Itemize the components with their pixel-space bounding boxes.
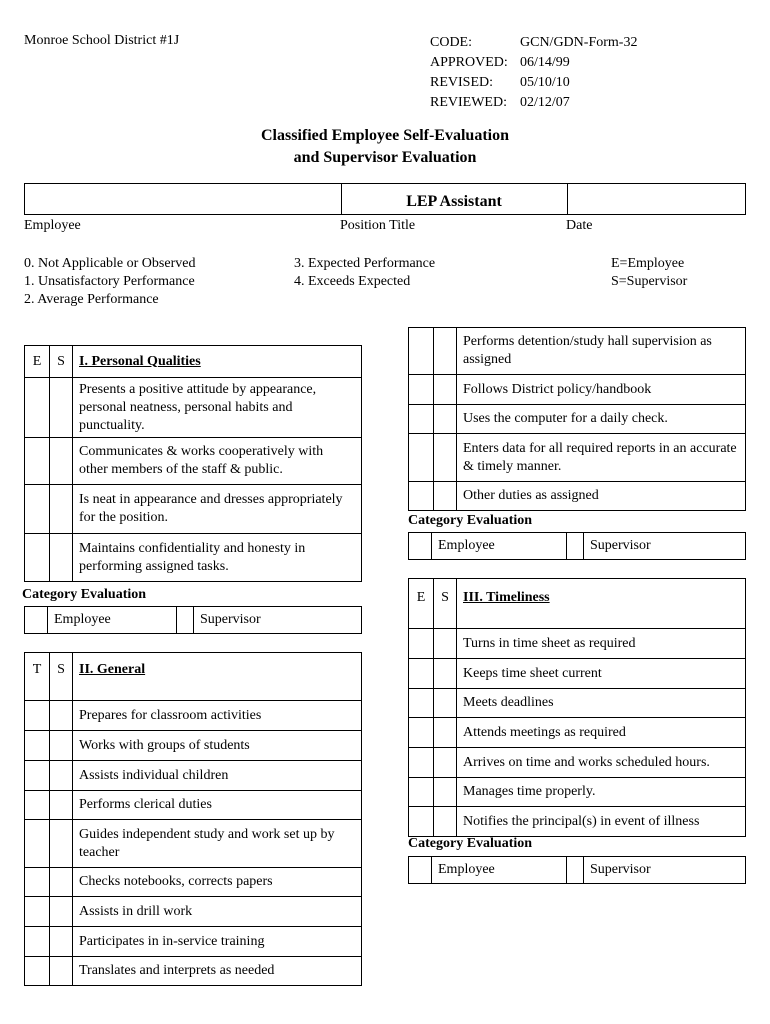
table-row	[25, 868, 362, 897]
supervisor-rating-cell[interactable]	[50, 731, 73, 761]
reviewed-value: 02/12/07	[520, 95, 570, 110]
supervisor-rating-cell[interactable]	[50, 791, 73, 820]
employee-label: Employee	[24, 218, 81, 233]
legend-1: 1. Unsatisfactory Performance	[24, 274, 195, 289]
supervisor-rating-cell[interactable]	[50, 438, 73, 485]
criterion-text: Follows District policy/handbook	[457, 375, 746, 405]
supervisor-rating-cell[interactable]	[434, 778, 457, 807]
revised-value: 05/10/10	[520, 75, 570, 90]
rating-cell[interactable]	[409, 328, 434, 375]
table-row	[25, 927, 362, 957]
table-row	[409, 807, 746, 837]
employee-rating-cell[interactable]	[25, 378, 50, 438]
criterion-text: Enters data for all required reports in an accurate & timely manner.	[457, 434, 746, 482]
table-row	[409, 718, 746, 748]
table-row	[409, 482, 746, 511]
table-row	[25, 761, 362, 791]
col-e-header: E	[25, 346, 50, 378]
revised-label: REVISED:	[430, 75, 493, 90]
supervisor-rating-cell[interactable]	[434, 807, 457, 837]
section-heading: III. Timeliness	[463, 590, 550, 605]
supervisor-rating-cell[interactable]	[434, 328, 457, 375]
category-evaluation-row	[24, 606, 362, 634]
supervisor-rating-cell[interactable]	[434, 659, 457, 689]
category-evaluation-label: Category Evaluation	[22, 587, 147, 602]
criterion-text: Keeps time sheet current	[457, 659, 746, 689]
position-title-label: Position Title	[340, 218, 416, 233]
employee-rating-cell[interactable]	[409, 689, 434, 718]
col-s-header: S	[50, 653, 73, 701]
criterion-text: Is neat in appearance and dresses appropriately for the position.	[73, 485, 362, 534]
supervisor-rating-cell[interactable]	[50, 761, 73, 791]
employee-rating-cell[interactable]	[409, 778, 434, 807]
criterion-text: Notifies the principal(s) in event of illness	[457, 807, 746, 837]
employee-score-cell[interactable]	[409, 857, 432, 884]
employee-score-cell[interactable]	[25, 607, 48, 634]
supervisor-rating-cell[interactable]	[50, 534, 73, 582]
rating-cell[interactable]	[409, 375, 434, 405]
col-s-header: S	[434, 579, 457, 629]
category-evaluation-row	[408, 856, 746, 884]
table-row	[25, 701, 362, 731]
legend-e: E=Employee	[611, 256, 685, 271]
approved-value: 06/14/99	[520, 55, 570, 70]
employee-score-cell[interactable]	[409, 533, 432, 560]
table-row	[409, 689, 746, 718]
criterion-text: Prepares for classroom activities	[73, 701, 362, 731]
legend-4: 4. Exceeds Expected	[294, 274, 411, 289]
table-row	[409, 434, 746, 482]
supervisor-score-cell[interactable]	[567, 857, 584, 884]
category-evaluation-label: Category Evaluation	[408, 836, 533, 851]
criterion-text: Other duties as assigned	[457, 482, 746, 511]
rating-cell[interactable]	[25, 701, 50, 731]
rating-cell[interactable]	[25, 897, 50, 927]
section-heading: II. General	[79, 662, 146, 677]
rating-cell[interactable]	[25, 927, 50, 957]
supervisor-rating-cell[interactable]	[434, 434, 457, 482]
criterion-text: Maintains confidentiality and honesty in performing assigned tasks.	[73, 534, 362, 582]
date-field[interactable]	[568, 184, 745, 214]
code-value: GCN/GDN-Form-32	[520, 35, 638, 50]
position-box	[24, 183, 746, 215]
date-label: Date	[566, 218, 593, 233]
criterion-text: Performs detention/study hall supervision as assigned	[457, 328, 746, 375]
code-label: CODE:	[430, 35, 472, 50]
table-row	[25, 438, 362, 485]
form-code-block	[430, 33, 637, 113]
category-evaluation-label: Category Evaluation	[408, 513, 533, 528]
criterion-text: Checks notebooks, corrects papers	[73, 868, 362, 897]
criterion-text: Participates in in-service training	[73, 927, 362, 957]
supervisor-rating-cell[interactable]	[434, 375, 457, 405]
criterion-text: Assists in drill work	[73, 897, 362, 927]
rating-cell[interactable]	[25, 791, 50, 820]
employee-rating-cell[interactable]	[25, 534, 50, 582]
page-title	[0, 125, 770, 169]
criterion-text: Manages time properly.	[457, 778, 746, 807]
reviewed-label: REVIEWED:	[430, 95, 507, 110]
position-title-field[interactable]: LEP Assistant	[341, 184, 568, 214]
employee-rating-cell[interactable]	[409, 659, 434, 689]
criterion-text: Turns in time sheet as required	[457, 629, 746, 659]
employee-field[interactable]	[25, 184, 342, 214]
table-row	[409, 778, 746, 807]
table-row	[409, 629, 746, 659]
criterion-text: Presents a positive attitude by appearance, personal neatness, personal habits and punctuality.	[73, 378, 362, 438]
employee-score-label: Employee	[432, 857, 567, 884]
rating-cell[interactable]	[25, 761, 50, 791]
criterion-text: Assists individual children	[73, 761, 362, 791]
section-heading: I. Personal Qualities	[79, 353, 201, 369]
table-row	[409, 375, 746, 405]
employee-rating-cell[interactable]	[409, 629, 434, 659]
supervisor-rating-cell[interactable]	[50, 957, 73, 986]
district-name: Monroe School District #1J	[24, 33, 180, 48]
legend-s: S=Supervisor	[611, 274, 688, 289]
supervisor-rating-cell[interactable]	[434, 629, 457, 659]
supervisor-rating-cell[interactable]	[50, 378, 73, 438]
supervisor-rating-cell[interactable]	[434, 748, 457, 778]
col-s-header: S	[50, 346, 73, 378]
supervisor-rating-cell[interactable]	[434, 482, 457, 511]
section-general-continued	[408, 327, 746, 511]
table-row	[25, 485, 362, 534]
legend-2: 2. Average Performance	[24, 292, 159, 307]
supervisor-rating-cell[interactable]	[50, 897, 73, 927]
section-personal-qualities	[24, 345, 362, 582]
title-line-2: and Supervisor Evaluation	[293, 149, 477, 166]
rating-cell[interactable]	[25, 731, 50, 761]
section-general	[24, 652, 362, 986]
col-e-header: E	[409, 579, 434, 629]
employee-rating-cell[interactable]	[409, 718, 434, 748]
criterion-text: Communicates & works cooperatively with other members of the staff & public.	[73, 438, 362, 485]
section-timeliness	[408, 578, 746, 837]
supervisor-score-label: Supervisor	[194, 607, 362, 634]
table-row	[25, 378, 362, 438]
rating-cell[interactable]	[25, 868, 50, 897]
legend-3: 3. Expected Performance	[294, 256, 436, 271]
rating-cell[interactable]	[409, 482, 434, 511]
criterion-text: Uses the computer for a daily check.	[457, 405, 746, 434]
employee-rating-cell[interactable]	[25, 438, 50, 485]
employee-rating-cell[interactable]	[409, 748, 434, 778]
rating-legend-left	[24, 255, 195, 309]
employee-score-label: Employee	[48, 607, 177, 634]
rater-legend	[611, 255, 687, 291]
criterion-text: Translates and interprets as needed	[73, 957, 362, 986]
table-row	[25, 791, 362, 820]
employee-rating-cell[interactable]	[409, 807, 434, 837]
supervisor-rating-cell[interactable]	[434, 718, 457, 748]
criterion-text: Works with groups of students	[73, 731, 362, 761]
title-line-1: Classified Employee Self-Evaluation	[260, 127, 509, 144]
table-row	[25, 534, 362, 582]
criterion-text: Arrives on time and works scheduled hours.	[457, 748, 746, 778]
supervisor-rating-cell[interactable]	[50, 701, 73, 731]
supervisor-score-cell[interactable]	[177, 607, 194, 634]
col-t-header: T	[25, 653, 50, 701]
supervisor-score-label: Supervisor	[584, 857, 746, 884]
legend-0: 0. Not Applicable or Observed	[24, 256, 196, 271]
rating-cell[interactable]	[409, 434, 434, 482]
supervisor-rating-cell[interactable]	[50, 485, 73, 534]
table-row	[409, 405, 746, 434]
employee-rating-cell[interactable]	[25, 485, 50, 534]
criterion-text: Guides independent study and work set up by teacher	[73, 820, 362, 868]
table-row	[409, 659, 746, 689]
supervisor-rating-cell[interactable]	[50, 868, 73, 897]
table-row	[25, 957, 362, 986]
supervisor-score-cell[interactable]	[567, 533, 584, 560]
rating-cell[interactable]	[25, 820, 50, 868]
approved-label: APPROVED:	[430, 55, 508, 70]
supervisor-rating-cell[interactable]	[434, 689, 457, 718]
criterion-text: Meets deadlines	[457, 689, 746, 718]
employee-score-label: Employee	[432, 533, 567, 560]
category-evaluation-row	[408, 532, 746, 560]
table-row	[409, 748, 746, 778]
supervisor-rating-cell[interactable]	[434, 405, 457, 434]
supervisor-score-label: Supervisor	[584, 533, 746, 560]
supervisor-rating-cell[interactable]	[50, 927, 73, 957]
rating-cell[interactable]	[409, 405, 434, 434]
rating-legend-middle	[294, 255, 435, 291]
table-row	[25, 897, 362, 927]
supervisor-rating-cell[interactable]	[50, 820, 73, 868]
criterion-text: Attends meetings as required	[457, 718, 746, 748]
table-row	[25, 820, 362, 868]
table-row	[409, 328, 746, 375]
criterion-text: Performs clerical duties	[73, 791, 362, 820]
rating-cell[interactable]	[25, 957, 50, 986]
table-row	[25, 731, 362, 761]
